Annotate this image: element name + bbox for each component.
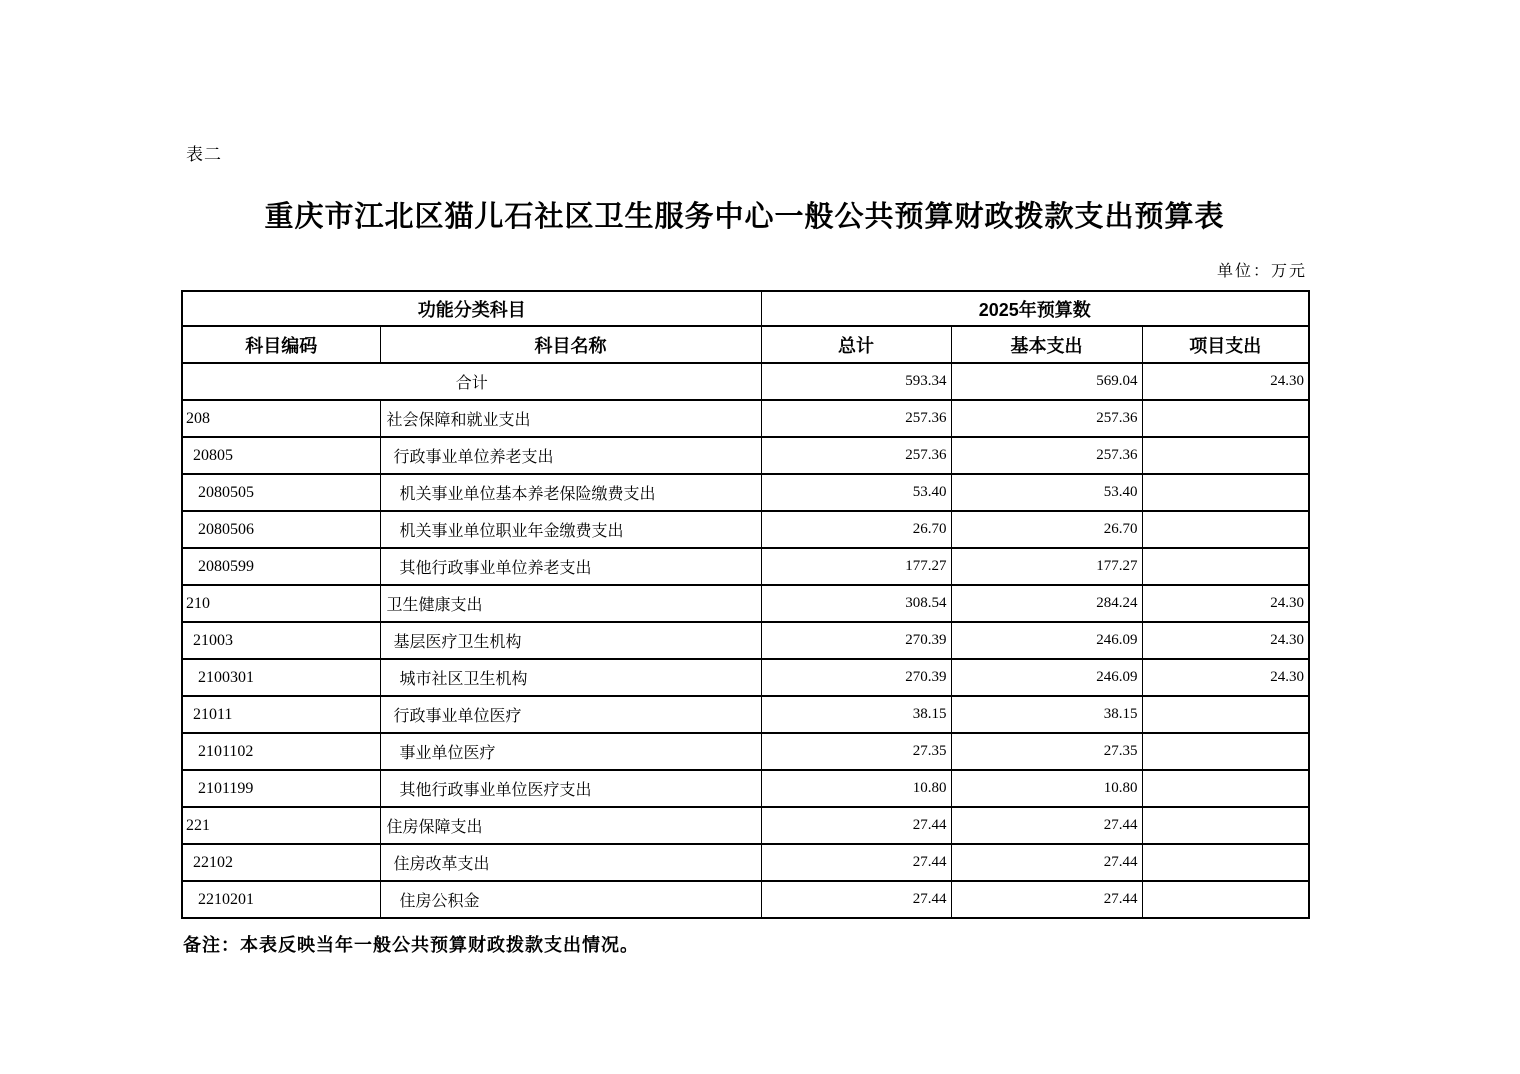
subject-code-cell: 2101102 xyxy=(182,733,380,770)
header-subject-name: 科目名称 xyxy=(380,326,761,363)
project-expenditure-cell xyxy=(1142,881,1309,918)
total-cell: 27.35 xyxy=(761,733,951,770)
table-row xyxy=(182,844,1309,881)
basic-expenditure-cell: 284.24 xyxy=(951,585,1142,622)
subject-name-cell: 其他行政事业单位医疗支出 xyxy=(380,770,761,807)
total-cell: 27.44 xyxy=(761,881,951,918)
grand-total-total: 593.34 xyxy=(761,363,951,400)
table-row xyxy=(182,437,1309,474)
grand-total-label: 合计 xyxy=(182,363,761,400)
subject-name-cell: 行政事业单位养老支出 xyxy=(380,437,761,474)
basic-expenditure-cell: 27.44 xyxy=(951,807,1142,844)
basic-expenditure-cell: 27.44 xyxy=(951,881,1142,918)
total-cell: 26.70 xyxy=(761,511,951,548)
subject-name-cell: 住房改革支出 xyxy=(380,844,761,881)
subject-name-cell: 城市社区卫生机构 xyxy=(380,659,761,696)
table-row xyxy=(182,659,1309,696)
header-columns-row xyxy=(182,326,1309,363)
subject-code-cell: 210 xyxy=(182,585,380,622)
header-functional-classification: 功能分类科目 xyxy=(182,291,761,326)
grand-total-basic: 569.04 xyxy=(951,363,1142,400)
header-project-expenditure: 项目支出 xyxy=(1142,326,1309,363)
project-expenditure-cell xyxy=(1142,844,1309,881)
table-row xyxy=(182,511,1309,548)
basic-expenditure-cell: 246.09 xyxy=(951,659,1142,696)
total-cell: 27.44 xyxy=(761,844,951,881)
project-expenditure-cell xyxy=(1142,548,1309,585)
total-cell: 257.36 xyxy=(761,400,951,437)
subject-name-cell: 机关事业单位基本养老保险缴费支出 xyxy=(380,474,761,511)
grand-total-row xyxy=(182,363,1309,400)
basic-expenditure-cell: 27.44 xyxy=(951,844,1142,881)
project-expenditure-cell xyxy=(1142,733,1309,770)
table-row xyxy=(182,585,1309,622)
table-row xyxy=(182,548,1309,585)
total-cell: 38.15 xyxy=(761,696,951,733)
basic-expenditure-cell: 257.36 xyxy=(951,437,1142,474)
header-2025-budget: 2025年预算数 xyxy=(761,291,1309,326)
subject-name-cell: 基层医疗卫生机构 xyxy=(380,622,761,659)
total-cell: 177.27 xyxy=(761,548,951,585)
subject-name-cell: 卫生健康支出 xyxy=(380,585,761,622)
project-expenditure-cell xyxy=(1142,807,1309,844)
basic-expenditure-cell: 177.27 xyxy=(951,548,1142,585)
subject-code-cell: 2210201 xyxy=(182,881,380,918)
table-row xyxy=(182,881,1309,918)
header-group-row xyxy=(182,291,1309,326)
subject-code-cell: 21011 xyxy=(182,696,380,733)
basic-expenditure-cell: 26.70 xyxy=(951,511,1142,548)
subject-name-cell: 其他行政事业单位养老支出 xyxy=(380,548,761,585)
basic-expenditure-cell: 246.09 xyxy=(951,622,1142,659)
subject-code-cell: 21003 xyxy=(182,622,380,659)
table-number-label: 表二 xyxy=(186,145,222,164)
footnote: 备注：本表反映当年一般公共预算财政拨款支出情况。 xyxy=(183,935,639,955)
table-row xyxy=(182,400,1309,437)
header-basic-expenditure: 基本支出 xyxy=(951,326,1142,363)
total-cell: 308.54 xyxy=(761,585,951,622)
total-cell: 257.36 xyxy=(761,437,951,474)
subject-name-cell: 行政事业单位医疗 xyxy=(380,696,761,733)
grand-total-project: 24.30 xyxy=(1142,363,1309,400)
basic-expenditure-cell: 257.36 xyxy=(951,400,1142,437)
table-row xyxy=(182,770,1309,807)
table-row xyxy=(182,733,1309,770)
total-cell: 53.40 xyxy=(761,474,951,511)
subject-code-cell: 2100301 xyxy=(182,659,380,696)
subject-name-cell: 事业单位医疗 xyxy=(380,733,761,770)
subject-code-cell: 2080506 xyxy=(182,511,380,548)
total-cell: 270.39 xyxy=(761,659,951,696)
project-expenditure-cell: 24.30 xyxy=(1142,622,1309,659)
page-title: 重庆市江北区猫儿石社区卫生服务中心一般公共预算财政拨款支出预算表 xyxy=(264,201,1225,233)
subject-code-cell: 20805 xyxy=(182,437,380,474)
project-expenditure-cell xyxy=(1142,474,1309,511)
subject-name-cell: 机关事业单位职业年金缴费支出 xyxy=(380,511,761,548)
total-cell: 27.44 xyxy=(761,807,951,844)
subject-code-cell: 2080505 xyxy=(182,474,380,511)
project-expenditure-cell: 24.30 xyxy=(1142,659,1309,696)
table-body xyxy=(182,363,1309,918)
table-header xyxy=(182,291,1309,363)
subject-name-cell: 住房保障支出 xyxy=(380,807,761,844)
table-row xyxy=(182,622,1309,659)
project-expenditure-cell: 24.30 xyxy=(1142,585,1309,622)
total-cell: 270.39 xyxy=(761,622,951,659)
subject-code-cell: 221 xyxy=(182,807,380,844)
project-expenditure-cell xyxy=(1142,696,1309,733)
header-subject-code: 科目编码 xyxy=(182,326,380,363)
unit-note: 单位：万元 xyxy=(1216,263,1307,280)
table-row xyxy=(182,696,1309,733)
subject-code-cell: 2101199 xyxy=(182,770,380,807)
subject-name-cell: 社会保障和就业支出 xyxy=(380,400,761,437)
basic-expenditure-cell: 10.80 xyxy=(951,770,1142,807)
project-expenditure-cell xyxy=(1142,437,1309,474)
subject-code-cell: 2080599 xyxy=(182,548,380,585)
basic-expenditure-cell: 27.35 xyxy=(951,733,1142,770)
table-row xyxy=(182,474,1309,511)
budget-table xyxy=(181,290,1310,919)
basic-expenditure-cell: 38.15 xyxy=(951,696,1142,733)
subject-code-cell: 22102 xyxy=(182,844,380,881)
project-expenditure-cell xyxy=(1142,770,1309,807)
project-expenditure-cell xyxy=(1142,400,1309,437)
total-cell: 10.80 xyxy=(761,770,951,807)
header-total: 总计 xyxy=(761,326,951,363)
table-row xyxy=(182,807,1309,844)
project-expenditure-cell xyxy=(1142,511,1309,548)
basic-expenditure-cell: 53.40 xyxy=(951,474,1142,511)
subject-code-cell: 208 xyxy=(182,400,380,437)
subject-name-cell: 住房公积金 xyxy=(380,881,761,918)
